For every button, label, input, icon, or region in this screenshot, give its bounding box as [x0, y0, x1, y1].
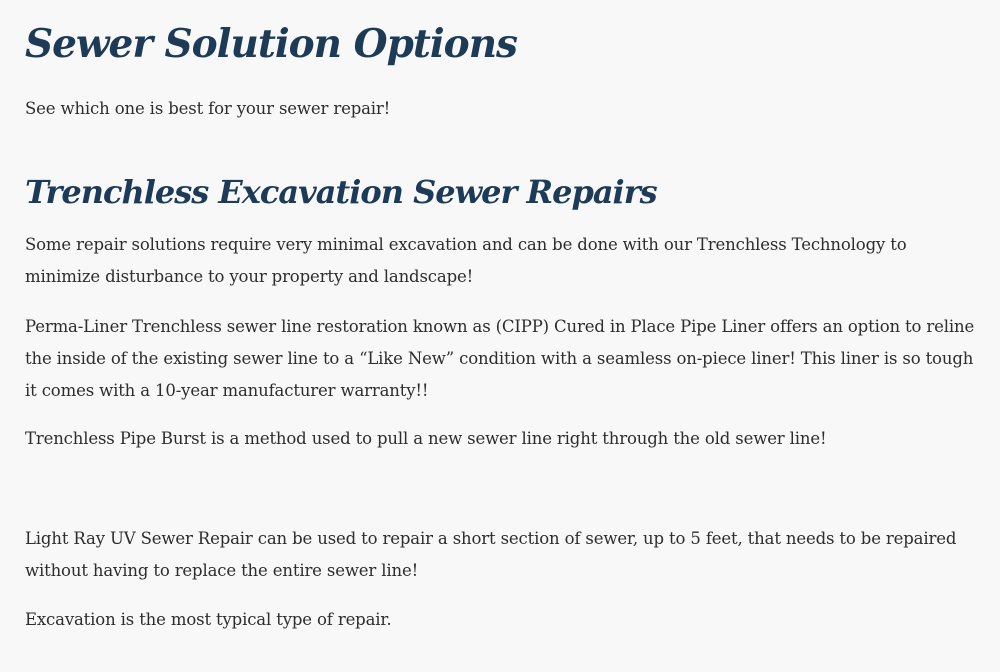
page-title: Sewer Solution Options: [25, 21, 518, 67]
paragraph-perma-liner: Perma-Liner Trenchless sewer line restoration known as (CIPP) Cured in Place Pipe Liner offers an option to reline the inside of the existing sewer line to a “Like New” condition with a seamless on-piece liner! This liner is so tough it comes with a 10-year manufacturer warranty!!: [25, 317, 975, 400]
paragraph-minimal-excavation: Some repair solutions require very minimal excavation and can be done with our Trenchless Technology to minimize disturbance to your property and landscape!: [25, 235, 907, 286]
paragraph-pipe-burst: Trenchless Pipe Burst is a method used to pull a new sewer line right through the old sewer line!: [25, 429, 827, 448]
paragraph-light-ray-uv: Light Ray UV Sewer Repair can be used to repair a short section of sewer, up to 5 feet, that needs to be repaired without having to replace the entire sewer line!: [25, 529, 957, 580]
paragraph-excavation: Excavation is the most typical type of repair.: [25, 610, 392, 629]
section-title: Trenchless Excavation Sewer Repairs: [25, 173, 657, 211]
intro-text: See which one is best for your sewer repair!: [25, 99, 391, 118]
